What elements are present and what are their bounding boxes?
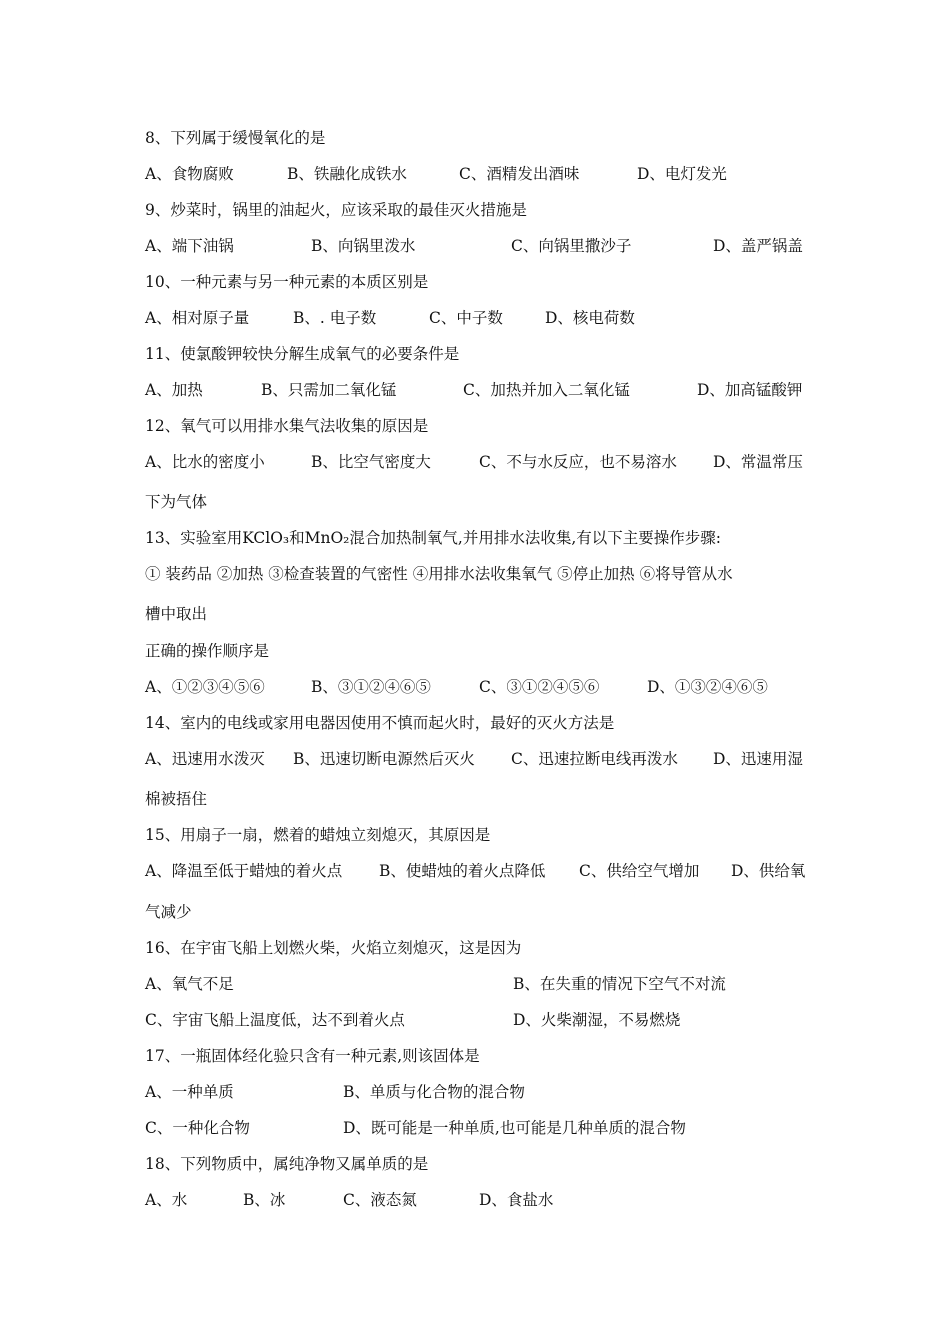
- option-a: A、食物腐败: [145, 165, 234, 183]
- option-b: B、铁融化成铁水: [287, 165, 407, 183]
- option-d: D、火柴潮湿，不易燃烧: [513, 1011, 681, 1029]
- option-b: B、迅速切断电源然后灭火: [293, 750, 475, 768]
- question-15-stem: 15、用扇子一扇，燃着的蜡烛立刻熄灭，其原因是: [145, 826, 491, 844]
- option-b: B、单质与化合物的混合物: [343, 1083, 525, 1101]
- option-b: B、向锅里泼水: [311, 237, 416, 255]
- option-c: C、不与水反应，也不易溶水: [479, 453, 677, 471]
- option-c: C、加热并加入二氧化锰: [463, 381, 630, 399]
- option-a: A、端下油锅: [145, 237, 234, 255]
- option-a: A、降温至低于蜡烛的着火点: [145, 862, 343, 880]
- option-a: A、迅速用水泼灭: [145, 750, 265, 768]
- question-13-stem: 13、实验室用KClO₃和MnO₂混合加热制氧气,并用排水法收集,有以下主要操作步骤:: [145, 529, 721, 547]
- question-18-stem: 18、下列物质中，属纯净物又属单质的是: [145, 1155, 429, 1173]
- option-d: D、核电荷数: [545, 309, 635, 327]
- option-b: B、比空气密度大: [311, 453, 431, 471]
- option-a: A、加热: [145, 381, 203, 399]
- option-a: A、相对原子量: [145, 309, 250, 327]
- option-a: A、①②③④⑤⑥: [145, 678, 265, 696]
- option-c: C、迅速拉断电线再泼水: [511, 750, 678, 768]
- option-b: B、在失重的情况下空气不对流: [513, 975, 726, 993]
- option-d: D、加高锰酸钾: [697, 381, 803, 399]
- option-a: A、水: [145, 1191, 188, 1209]
- option-c: C、宇宙飞船上温度低，达不到着火点: [145, 1011, 405, 1029]
- question-13-prompt: 正确的操作顺序是: [145, 642, 270, 660]
- option-d: D、盖严锅盖: [713, 237, 803, 255]
- question-11-stem: 11、使氯酸钾较快分解生成氧气的必要条件是: [145, 345, 460, 363]
- option-c: C、酒精发出酒味: [459, 165, 580, 183]
- option-c: C、一种化合物: [145, 1119, 250, 1137]
- option-c: C、液态氮: [343, 1191, 417, 1209]
- question-12-stem: 12、氧气可以用排水集气法收集的原因是: [145, 417, 429, 435]
- question-15-wrap: 气减少: [145, 903, 192, 921]
- option-d: D、①③②④⑥⑤: [647, 678, 768, 696]
- option-d: D、供给氧: [731, 862, 806, 880]
- option-b: B、. 电子数: [293, 309, 377, 327]
- option-d: D、食盐水: [479, 1191, 554, 1209]
- option-b: B、③①②④⑥⑤: [311, 678, 431, 696]
- question-13-steps: ① 装药品 ②加热 ③检查装置的气密性 ④用排水法收集氧气 ⑤停止加热 ⑥将导管从水: [145, 565, 733, 583]
- option-b: B、使蜡烛的着火点降低: [379, 862, 546, 880]
- option-a: A、氧气不足: [145, 975, 234, 993]
- option-b: B、冰: [243, 1191, 286, 1209]
- option-b: B、只需加二氧化锰: [261, 381, 397, 399]
- question-14-stem: 14、室内的电线或家用电器因使用不慎而起火时，最好的灭火方法是: [145, 714, 615, 732]
- question-8-stem: 8、下列属于缓慢氧化的是: [145, 129, 326, 147]
- question-17-stem: 17、一瓶固体经化验只含有一种元素,则该固体是: [145, 1047, 480, 1065]
- option-d: D、迅速用湿: [713, 750, 803, 768]
- option-c: C、③①②④⑤⑥: [479, 678, 600, 696]
- question-13-steps-wrap: 槽中取出: [145, 605, 208, 623]
- option-a: A、比水的密度小: [145, 453, 265, 471]
- option-d: D、电灯发光: [637, 165, 727, 183]
- question-16-stem: 16、在宇宙飞船上划燃火柴，火焰立刻熄灭，这是因为: [145, 939, 522, 957]
- option-c: C、供给空气增加: [579, 862, 700, 880]
- question-12-wrap: 下为气体: [145, 493, 208, 511]
- option-c: C、中子数: [429, 309, 503, 327]
- option-d: D、常温常压: [713, 453, 803, 471]
- option-c: C、向锅里撒沙子: [511, 237, 632, 255]
- question-14-wrap: 棉被捂住: [145, 790, 208, 808]
- question-10-stem: 10、一种元素与另一种元素的本质区别是: [145, 273, 429, 291]
- option-a: A、一种单质: [145, 1083, 234, 1101]
- option-d: D、既可能是一种单质,也可能是几种单质的混合物: [343, 1119, 686, 1137]
- question-9-stem: 9、炒菜时，锅里的油起火，应该采取的最佳灭火措施是: [145, 201, 527, 219]
